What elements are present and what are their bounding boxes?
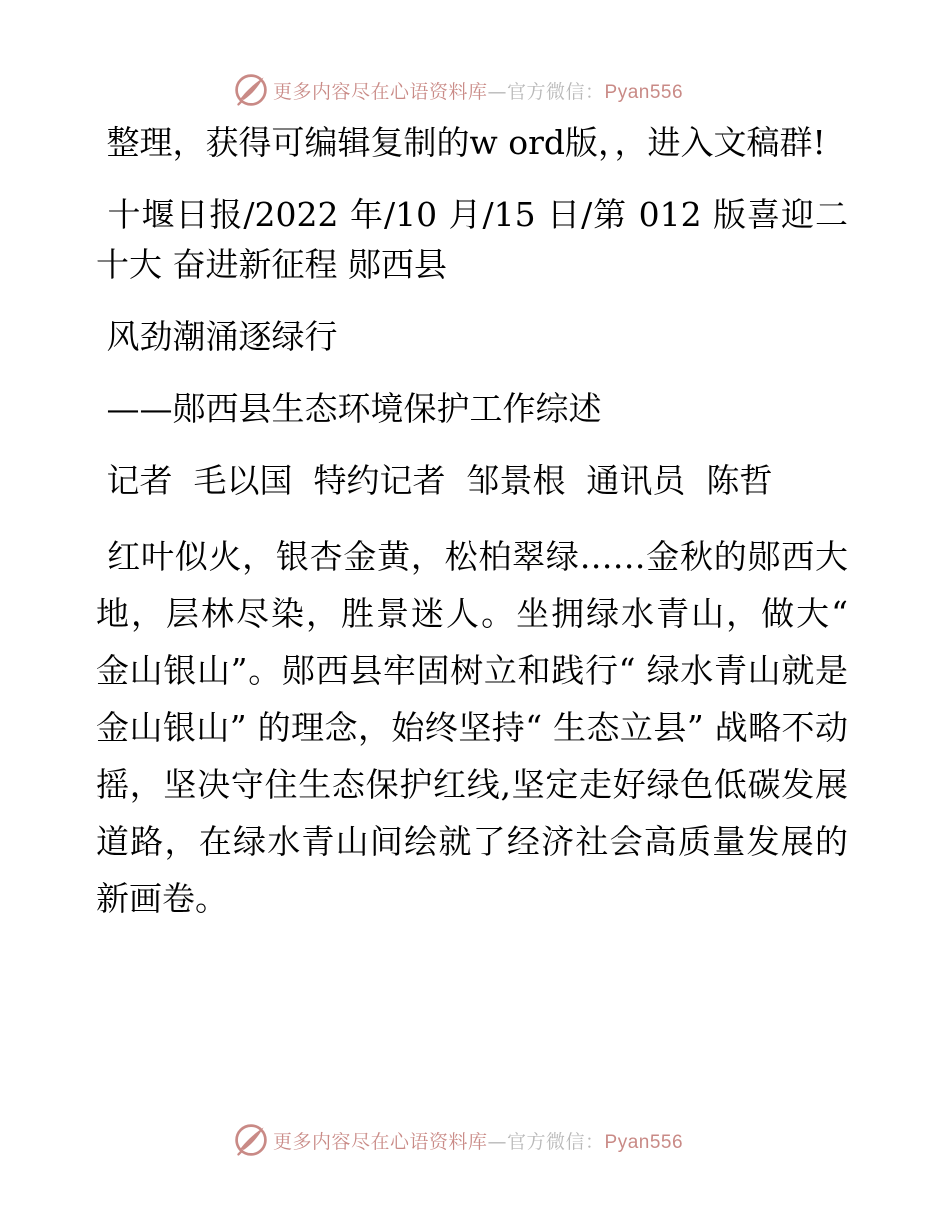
article-title: 风劲潮涌逐绿行 xyxy=(96,317,338,356)
quill-logo-icon xyxy=(233,1122,269,1158)
intro-paragraph: 整理，获得可编辑复制的w ord版，，进入文稿群! xyxy=(96,123,826,162)
watermark-site: 更多内容尽在心语资料库 xyxy=(273,1130,488,1153)
watermark-site: 更多内容尽在心语资料库 xyxy=(273,80,488,103)
watermark-group xyxy=(233,70,683,110)
document-body xyxy=(96,118,859,949)
quill-logo-icon xyxy=(233,72,269,108)
watermark-separator: — xyxy=(487,1130,508,1153)
header-watermark xyxy=(0,70,950,110)
watermark-group xyxy=(233,1120,683,1160)
watermark-text xyxy=(273,1127,683,1154)
source-line: 十堰日报/2022 年/10 月/15 日/第 012 版喜迎二十大 奋进新征程 郧西县 xyxy=(96,195,849,284)
article-subtitle: ——郧西县生态环境保护工作综述 xyxy=(96,389,602,428)
byline: 记者 毛以国 特约记者 邹景根 通讯员 陈哲 xyxy=(96,461,773,500)
watermark-wechat-handle: Pyan556 xyxy=(604,1131,684,1153)
watermark-separator: — xyxy=(487,80,508,103)
watermark-wechat-label: 官方微信： xyxy=(507,1130,605,1153)
body-paragraph: 红叶似火，银杏金黄，松柏翠绿……金秋的郧西大地，层林尽染，胜景迷人。坐拥绿水青山，做大“ 金山银山”。郧西县牢固树立和践行“ 绿水青山就是金山银山” 的理念，始终坚持“ 生态立县” 战略不动摇，坚决守住生态保护红线,坚定走好绿色低碳发展道路，在绿水青山间绘就了经济社会高质量发展的新画卷。 xyxy=(96,537,859,918)
footer-watermark xyxy=(0,1120,950,1160)
watermark-text xyxy=(273,77,683,104)
watermark-wechat-handle: Pyan556 xyxy=(604,81,684,103)
watermark-wechat-label: 官方微信： xyxy=(507,80,605,103)
